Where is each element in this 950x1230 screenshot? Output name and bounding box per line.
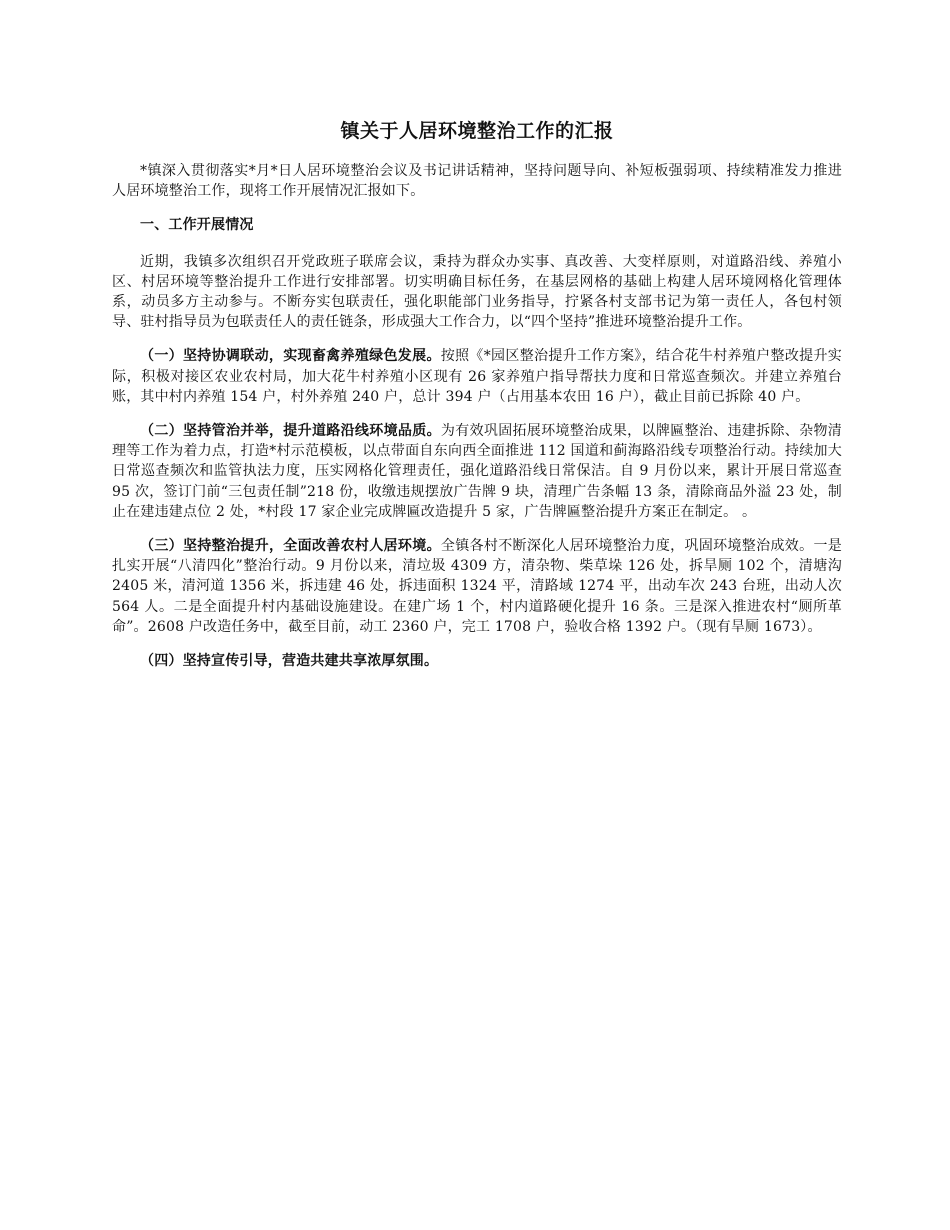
section-heading: 一、工作开展情况 (140, 217, 254, 234)
point-paragraph-2 (112, 421, 842, 522)
intro-paragraph: *镇深入贯彻落实*月*日人居环境整治会议及书记讲话精神，坚持问题导向、补短板强弱项、持续精准发力推进人居环境整治工作，现将工作开展情况汇报如下。 (112, 163, 842, 200)
point-body: 为有效巩固拓展环境整治成果，以牌匾整治、违建拆除、杂物清理等工作为着力点，打造*村示范模板，以点带面自东向西全面推进 112 国道和蓟海路沿线专项整治行动。持续加大日常巡查频次和监管执法力度，压实网格化管理责任，强化道路沿线日常保洁。自 9 月份以来，累计开展日常巡查 95 次，签订门前“三包责任制”218 份，收缴违规摆放广告牌 9 块，清理广告条幅 13 条，清除商品外溢 23 处，制止在建违建点位 2 处，*村段 17 家企业完成牌匾改造提升 5 家，广告牌匾整治提升方案正在制定。 。 (112, 423, 842, 520)
point-paragraph-1 (112, 346, 842, 407)
point-lead: （一）坚持协调联动，实现畜禽养殖绿色发展。 (140, 348, 441, 365)
document-title: 镇关于人居环境整治工作的汇报 (340, 120, 614, 142)
point-body: 全镇各村不断深化人居环境整治力度，巩固环境整治成效。一是扎实开展“八清四化”整治行动。9 月份以来，清垃圾 4309 方，清杂物、柴草垛 126 处，拆旱厕 102 个，清塘沟 2405 米，清河道 1356 米，拆违建 46 处，拆违面积 1324 平，清路域 1274 平，出动车次 243 台班，出动人次 564 人。二是全面提升村内基础设施建设。在建广场 1 个，村内道路硬化提升 16 条。三是深入推进农村“厕所革命”。2608 户改造任务中，截至目前，动工 2360 户，完工 1708 户，验收合格 1392 户。（现有旱厕 1673）。 (112, 538, 842, 635)
document-content (112, 116, 842, 685)
point-body: 按照《*园区整治提升工作方案》，结合花牛村养殖户整改提升实际，积极对接区农业农村局，加大花牛村养殖小区现有 26 家养殖户指导帮扶力度和日常巡查频次。并建立养殖台账，其中村内养殖 154 户，村外养殖 240 户，总计 394 户（占用基本农田 16 户），截止目前已拆除 40 户。 (112, 348, 842, 405)
point-paragraph-4 (112, 651, 842, 671)
point-lead: （二）坚持管治并举，提升道路沿线环境品质。 (140, 423, 441, 440)
section-body-paragraph: 近期，我镇多次组织召开党政班子联席会议，秉持为群众办实事、真改善、大变样原则，对道路沿线、养殖小区、村居环境等整治提升工作进行安排部署。切实明确目标任务，在基层网格的基础上构建人居环境网格化管理体系，动员多方主动参与。不断夯实包联责任，强化职能部门业务指导，拧紧各村支部书记为第一责任人，各包村领导、驻村指导员为包联责任人的责任链条，形成强大工作合力，以“四个坚持”推进环境整治提升工作。 (112, 253, 842, 331)
point-lead: （三）坚持整治提升，全面改善农村人居环境。 (140, 538, 441, 555)
point-paragraph-3 (112, 536, 842, 637)
point-lead: （四）坚持宣传引导，营造共建共享浓厚氛围。 (140, 653, 439, 670)
